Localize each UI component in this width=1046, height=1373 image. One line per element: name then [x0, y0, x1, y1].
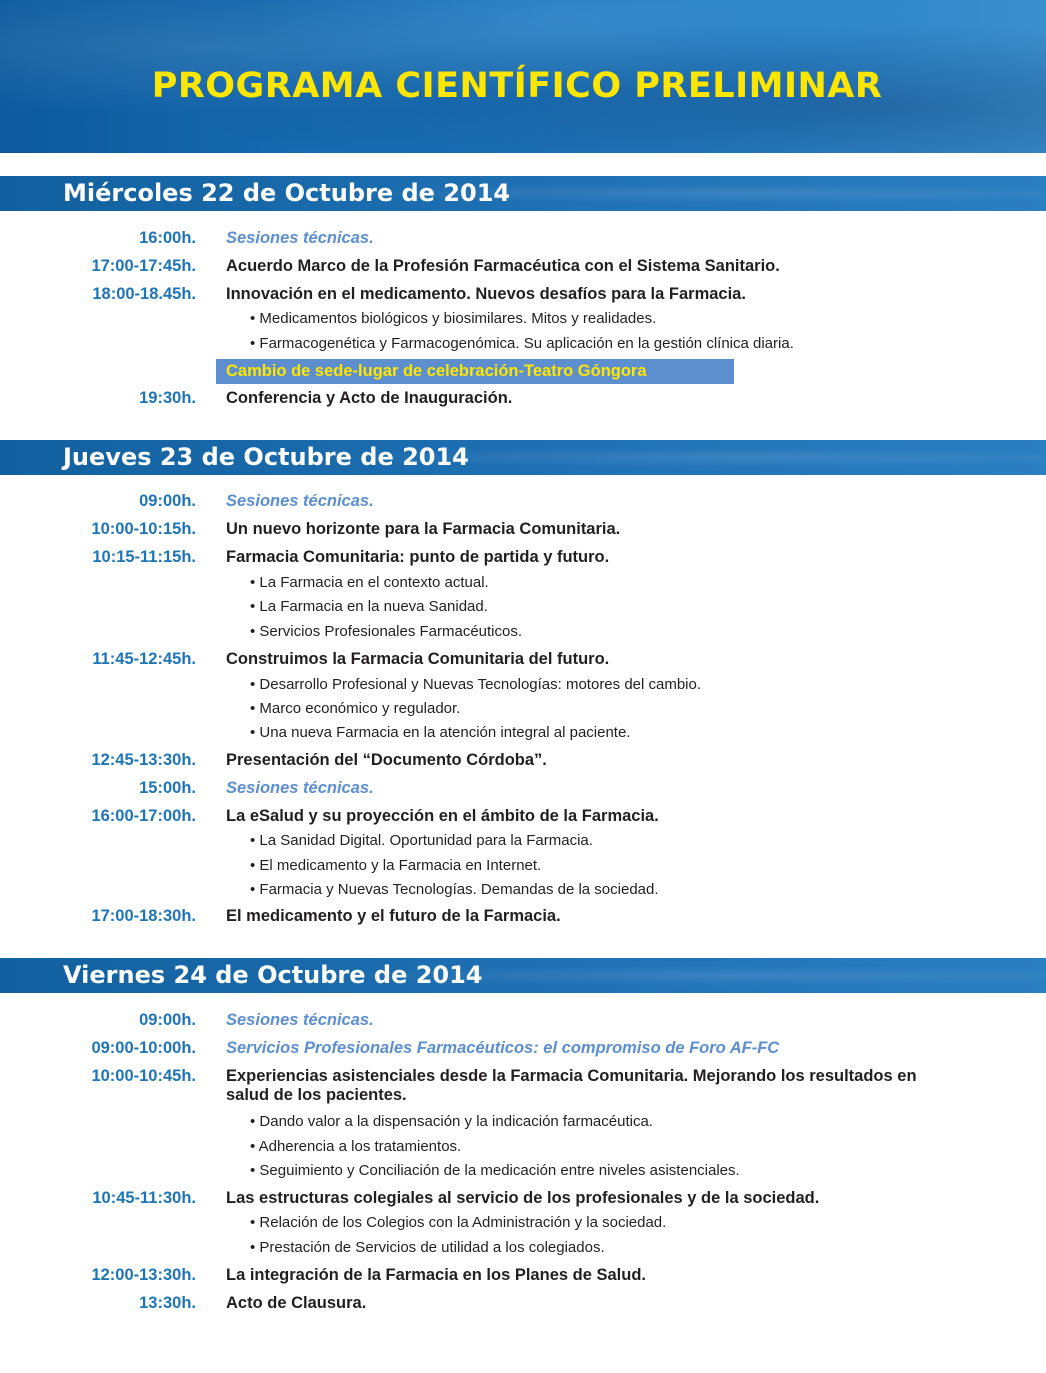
entry-bullet: • Farmacia y Nuevas Tecnologías. Demandas de la sociedad.: [250, 881, 659, 898]
entry-title: Sesiones técnicas.: [226, 779, 374, 797]
entry-title: Sesiones técnicas.: [226, 492, 374, 510]
day-header-wednesday: [0, 176, 1046, 211]
entry-time: 09:00h.: [139, 492, 196, 510]
entry-time: 11:45-12:45h.: [92, 650, 196, 668]
entry-time: 09:00h.: [139, 1011, 196, 1029]
entry-title: Farmacia Comunitaria: punto de partida y futuro.: [226, 548, 610, 566]
day-header-thursday: [0, 440, 1046, 475]
entry-bullet: • Farmacogenética y Farmacogenómica. Su aplicación en la gestión clínica diaria.: [250, 335, 794, 352]
entry-title: Sesiones técnicas.: [226, 1011, 374, 1029]
entry-title: La eSalud y su proyección en el ámbito de la Farmacia.: [226, 807, 659, 825]
entry-time: 10:00-10:45h.: [91, 1067, 196, 1085]
page-title: PROGRAMA CIENTÍFICO PRELIMINAR: [151, 66, 883, 106]
entry-title: Acto de Clausura.: [226, 1294, 367, 1312]
entry-bullet: • La Sanidad Digital. Oportunidad para la Farmacia.: [250, 832, 593, 849]
entry-time: 12:45-13:30h.: [91, 751, 196, 769]
entry-title: Las estructuras colegiales al servicio de los profesionales y de la sociedad.: [226, 1189, 820, 1207]
entry-time: 16:00h.: [139, 229, 196, 247]
entry-title: Acuerdo Marco de la Profesión Farmacéutica con el Sistema Sanitario.: [226, 257, 780, 275]
entry-time: 15:00h.: [139, 779, 196, 797]
day-title: Viernes 24 de Octubre de 2014: [63, 961, 483, 989]
entry-time: 17:00-18:30h.: [91, 907, 196, 925]
entry-bullet: • La Farmacia en el contexto actual.: [250, 574, 489, 591]
entry-bullet: • Marco económico y regulador.: [250, 700, 461, 717]
entry-bullet: • Prestación de Servicios de utilidad a los colegiados.: [250, 1239, 605, 1256]
entry-bullet: • La Farmacia en la nueva Sanidad.: [250, 598, 488, 615]
entry-time: 12:00-13:30h.: [91, 1266, 196, 1284]
entry-title: La integración de la Farmacia en los Planes de Salud.: [226, 1266, 646, 1284]
entry-title: Servicios Profesionales Farmacéuticos: el compromiso de Foro AF-FC: [226, 1039, 780, 1057]
entry-title: Presentación del “Documento Córdoba”.: [226, 751, 547, 769]
entry-bullet: • Relación de los Colegios con la Administración y la sociedad.: [250, 1214, 667, 1231]
entry-bullet: • Dando valor a la dispensación y la indicación farmacéutica.: [250, 1113, 653, 1130]
entry-time: 17:00-17:45h.: [91, 257, 196, 275]
entry-title: Experiencias asistenciales desde la Farmacia Comunitaria. Mejorando los resultados en salud de los pacientes.: [226, 1067, 917, 1104]
venue-change-notice: [216, 359, 734, 384]
entry-time: 10:00-10:15h.: [91, 520, 196, 538]
entry-bullet: • El medicamento y la Farmacia en Internet.: [250, 857, 542, 874]
entry-title: Construimos la Farmacia Comunitaria del futuro.: [226, 650, 610, 668]
venue-change-text: Cambio de sede-lugar de celebración-Teatro Góngora: [226, 362, 647, 380]
entry-bullet: • Desarrollo Profesional y Nuevas Tecnologías: motores del cambio.: [250, 676, 702, 693]
entry-time: 13:30h.: [139, 1294, 196, 1312]
entry-title: Conferencia y Acto de Inauguración.: [226, 389, 513, 407]
entry-bullet: • Adherencia a los tratamientos.: [250, 1138, 462, 1155]
day-title: Jueves 23 de Octubre de 2014: [63, 443, 469, 471]
header-banner: [0, 0, 1046, 153]
entry-title: El medicamento y el futuro de la Farmacia.: [226, 907, 561, 925]
entry-time: 16:00-17:00h.: [91, 807, 196, 825]
entry-title: Innovación en el medicamento. Nuevos desafíos para la Farmacia.: [226, 285, 746, 303]
entry-time: 19:30h.: [139, 389, 196, 407]
entry-bullet: • Medicamentos biológicos y biosimilares. Mitos y realidades.: [250, 310, 657, 327]
entry-bullet: • Seguimiento y Conciliación de la medicación entre niveles asistenciales.: [250, 1162, 740, 1179]
entry-bullet: • Servicios Profesionales Farmacéuticos.: [250, 623, 523, 640]
entry-time: 18:00-18.45h.: [92, 285, 196, 303]
entry-title: Un nuevo horizonte para la Farmacia Comunitaria.: [226, 520, 621, 538]
day-title: Miércoles 22 de Octubre de 2014: [63, 179, 511, 207]
entry-time: 10:45-11:30h.: [92, 1189, 196, 1207]
entry-time: 10:15-11:15h.: [92, 548, 196, 566]
entry-title: Sesiones técnicas.: [226, 229, 374, 247]
entry-bullet: • Una nueva Farmacia en la atención integral al paciente.: [250, 724, 631, 741]
entry-time: 09:00-10:00h.: [91, 1039, 196, 1057]
day-header-friday: [0, 958, 1046, 993]
